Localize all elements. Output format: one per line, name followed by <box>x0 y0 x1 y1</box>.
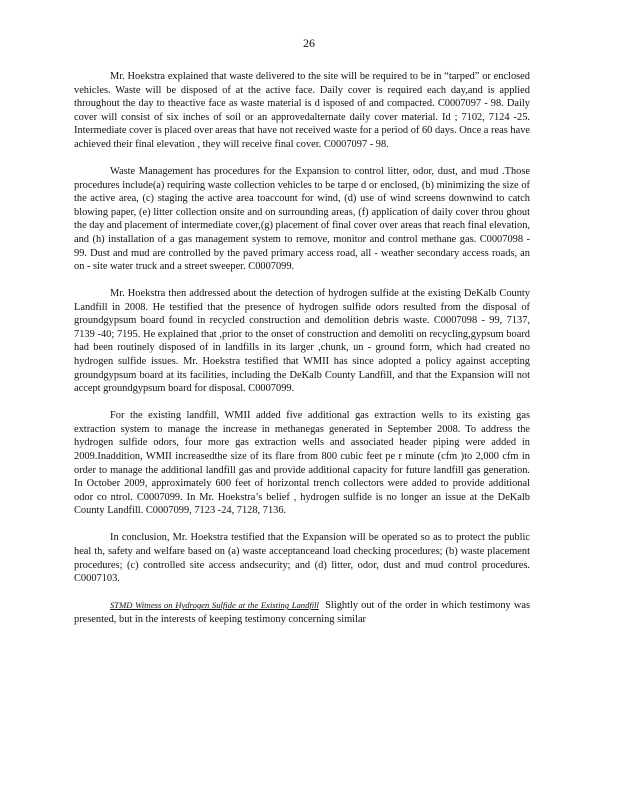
page-number: 26 <box>303 36 315 50</box>
section-heading: STMD Witness on Hydrogen Sulfide at the Existing Landfill <box>110 600 319 611</box>
paragraph-gas-extraction: For the existing landfill, WMII added five additional gas extraction wells to its existing gas extraction system to manage the increase in methanegas generated in September 2008. To address the hydrogen sulfide odors, four more gas extraction wells and associated header piping were added in 2009.Inaddition, WMII increasedthe size of its flare from 800 cubic feet pe r minute (cfm )to 2,000 cfm in order to manage the additional landfill gas and provide additional capacity for future landfill gas generation. In October 2009, approximately 600 feet of horizontal trench collectors were added to provide additional odor co ntrol. C0007099. In Mr. Hoekstra’s belief , hydrogen sulfide is no longer an issue at the DeKalb County Landfill. C0007099, 7123 -24, 7128, 7136. <box>74 410 530 517</box>
page-body <box>74 70 530 640</box>
section-text: Slightly out of the order in which testimony was presented, but in the interests of keeping testimony concerning similar <box>74 600 530 625</box>
paragraph-stmd-witness <box>74 599 530 626</box>
paragraph-conclusion: In conclusion, Mr. Hoekstra testified that the Expansion will be operated so as to protect the public heal th, safety and welfare based on (a) waste acceptanceand load checking procedures; (b) waste placement procedures; (c) controlled site access andsecurity; and (d) litter, odor, dust and mud control procedures. C0007103. <box>74 532 530 585</box>
paragraph-control-procedures: Waste Management has procedures for the Expansion to control litter, odor, dust, and mud .Those procedures include(a) requiring waste collection vehicles to be tarpe d or enclosed, (b) minimizing the size of the active area, (c) staging the active area toaccount for wind, (d) use of wind screens downwind to catch blowing paper, (e) litter collection onsite and on surrounding areas, (f) application of daily cover throu ghout the day and placement of intermediate cover,(g) placement of final cover over areas that reach final elevation, and (h) installation of a gas management system to remove, monitor and control methane gas. C0007098 - 99. Dust and mud are controlled by the paved primary access road, all - weather secondary access roads, an on - site water truck and a street sweeper. C0007099. <box>74 165 530 273</box>
paragraph-waste-delivery: Mr. Hoekstra explained that waste delivered to the site will be required to be in “tarped” or enclosed vehicles. Waste will be disposed of at the active face. Daily cover is required each day,and is applied throughout the day to theactive face as waste material is d isposed of and compacted. C0007097 - 98. Daily cover will consist of six inches of soil or an approvedalternate daily cover material. Id ; 7102, 7124 -25. Intermediate cover is placed over areas that have not received waste for a period of 60 days. Once a reas have achieved their final elevation , they will receive final cover. C0007097 - 98. <box>74 71 530 150</box>
paragraph-hydrogen-sulfide: Mr. Hoekstra then addressed about the detection of hydrogen sulfide at the existing DeKalb County Landfill in 2008. He testified that the presence of hydrogen sulfide odors resulted from the disposal of groundgypsum board found in recycled construction and demolition debris waste. C0007098 - 99, 7137, 7139 -40; 7195. He explained that ,prior to the onset of construction and demoliti on recycling,gypsum board had been routinely disposed of in landfills in its larger ,chunk, un - ground form, which had created no hydrogen sulfide issues. Mr. Hoekstra testified that WMII has since adopted a policy against accepting groundgypsum board at its facilities, including the DeKalb County Landfill, and that the Expansion will not accept groundgypsum board for disposal. C0007099. <box>74 288 530 395</box>
